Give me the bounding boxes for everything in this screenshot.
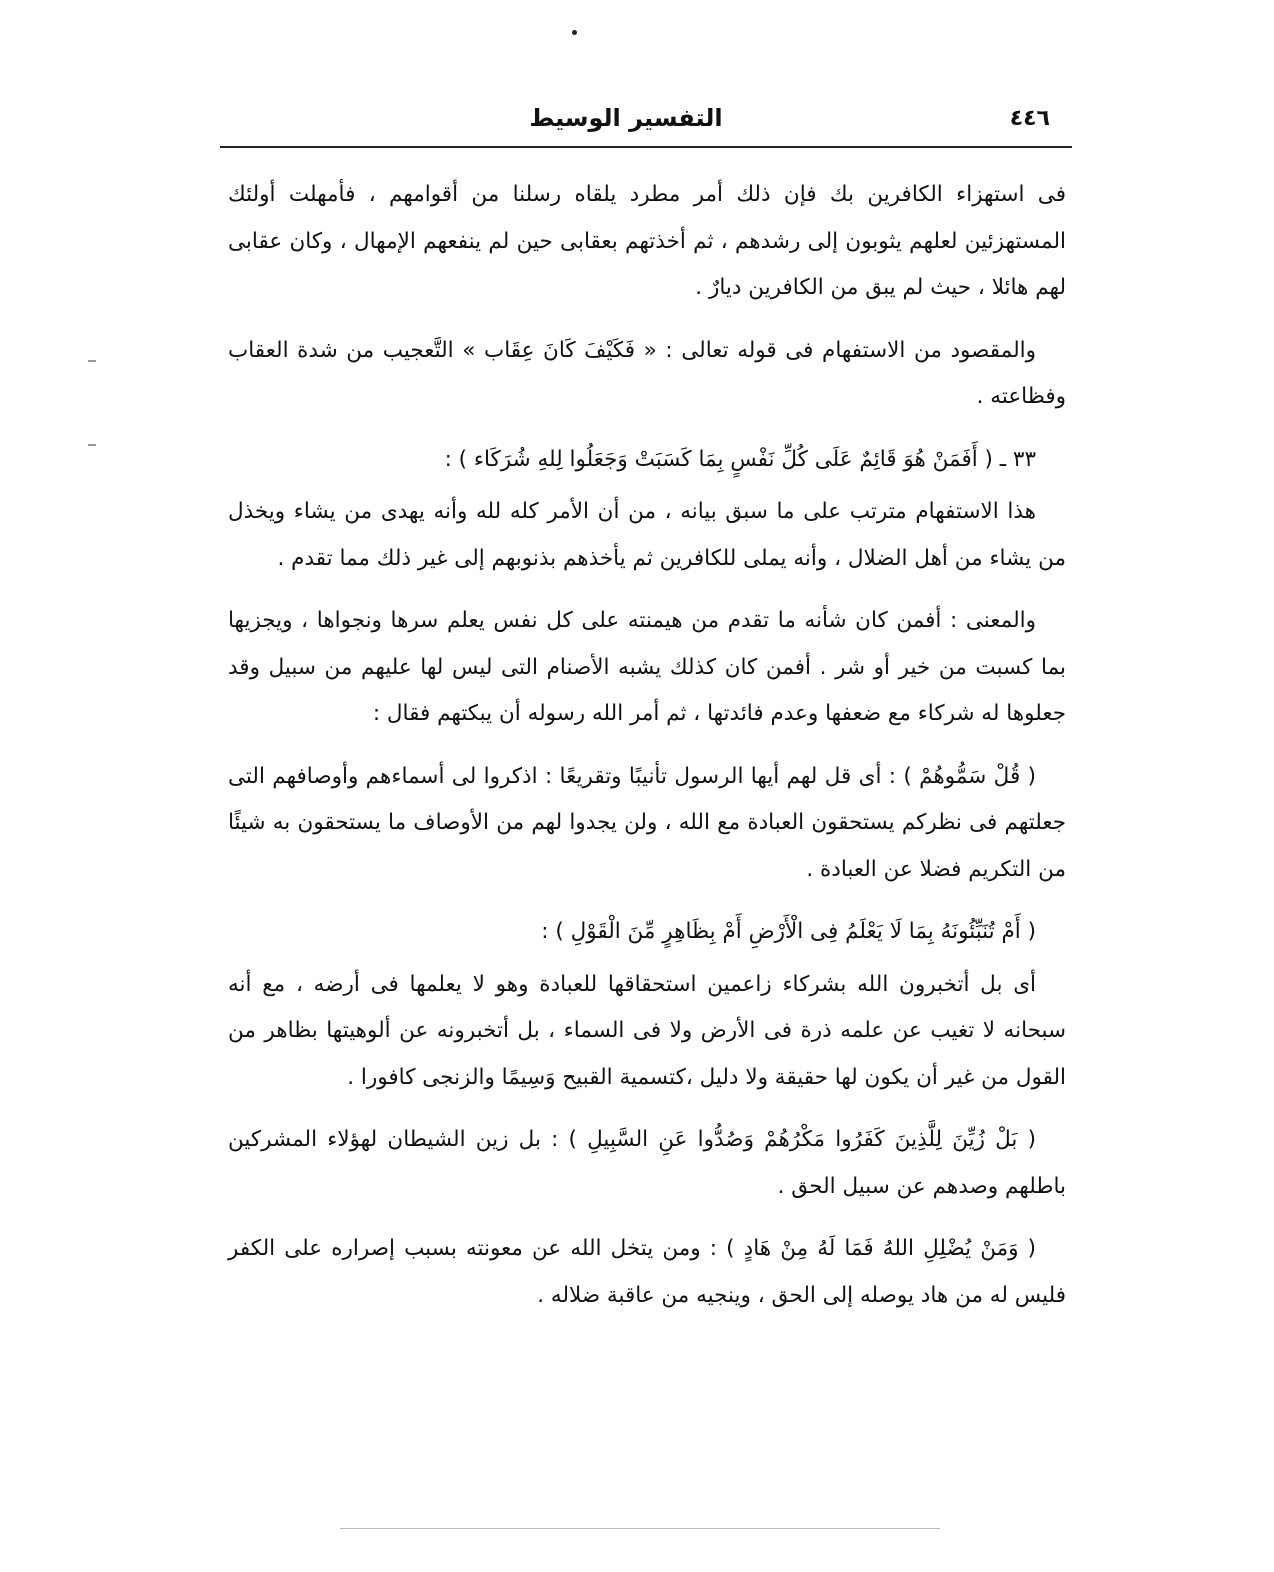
paragraph: ( قُلْ سَمُّوهُمْ ) : أى قل لهم أيها الرسول تأنيبًا وتقريعًا : اذكروا لى أسماءهم وأوصافهم التى جعلتهم فى نظركم يستحقون العبادة مع الله ، ولن يجدوا لهم من الأوصاف ما يستحقون به شيئًا من التكريم فضلا عن العبادة . xyxy=(228,763,1066,882)
paragraph: والمقصود من الاستفهام فى قوله تعالى : « فَكَيْفَ كَانَ عِقَاب » التَّعجيب من شدة العقاب وفظاعته . xyxy=(228,337,1066,409)
paragraph: هذا الاستفهام مترتب على ما سبق بيانه ، من أن الأمر كله لله وأنه يهدى من يشاء ويخذل من يشاء من أهل الضلال ، وأنه يملى للكافرين ثم يأخذهم بذنوبهم إلى غير ذلك مما تقدم . xyxy=(228,499,1066,571)
running-title: التفسير الوسيط xyxy=(529,104,723,132)
margin-mark xyxy=(88,360,96,362)
header-rule xyxy=(220,146,1072,148)
paragraph: أى بل أتخبرون الله بشركاء زاعمين استحقاقها للعبادة وهو لا يعلمها فى أرضه ، مع أنه سبحانه لا تغيب عن علمه ذرة فى الأرض ولا فى السماء ، بل أتخبرونه عن ألوهيتها بظاهر من القول من غير أن يكون لها حقيقة ولا دليل ،كتسمية القبيح وَسِيمًا والزنجى كافورا . xyxy=(228,971,1066,1090)
paragraph: ( بَلْ زُيِّنَ لِلَّذِينَ كَفَرُوا مَكْرُهُمْ وَصُدُّوا عَنِ السَّبِيلِ ) : بل زين الشيطان لهؤلاء المشركين باطلهم وصدهم عن سبيل الحق . xyxy=(228,1127,1066,1199)
page-number: ٤٤٦ xyxy=(1009,106,1050,131)
verse-heading: ( أَمْ تُنَبِّئُونَهُ بِمَا لَا يَعْلَمُ فِى الْأَرْضِ أَمْ بِظَاهِرٍ مِّنَ الْقَوْلِ ) : xyxy=(541,919,1036,944)
verse-heading: ٣٣ ـ ( أَفَمَنْ هُوَ قَائِمٌ عَلَى كُلِّ نَفْسٍ بِمَا كَسَبَتْ وَجَعَلُوا لِلهِ شُرَكَاء ) : xyxy=(444,446,1036,472)
paragraph: ( وَمَنْ يُضْلِلِ اللهُ فَمَا لَهُ مِنْ هَادٍ ) : ومن يتخل الله عن معونته بسبب إصراره على الكفر فليس له من هاد يوصله إلى الحق ، وينجيه من عاقبة ضلاله . xyxy=(228,1236,1066,1308)
paragraph: والمعنى : أفمن كان شأنه ما تقدم من هيمنته على كل نفس يعلم سرها ونجواها ، ويجزيها بما كسبت من خير أو شر . أفمن كان كذلك يشبه الأصنام التى ليس لها عليهم من سبيل وقد جعلوها له شركاء مع ضعفها وعدم فائدتها ، ثم أمر الله رسوله أن يبكتهم فقال : xyxy=(228,608,1066,726)
body-text xyxy=(228,172,1066,1335)
page-header xyxy=(220,102,1072,142)
paragraph: فى استهزاء الكافرين بك فإن ذلك أمر مطرد يلقاه رسلنا من أقوامهم ، فأمهلت أولئك المستهزئين لعلهم يثوبون إلى رشدهم ، ثم أخذتهم بعقابى حين لم ينفعهم الإمهال ، وكان عقابى لهم هائلا ، حيث لم يبق من الكافرين ديارٌ . xyxy=(228,182,1066,300)
document-page xyxy=(220,0,1072,1572)
print-mark xyxy=(572,30,577,35)
bottom-rule xyxy=(340,1528,940,1529)
margin-mark xyxy=(88,444,96,446)
